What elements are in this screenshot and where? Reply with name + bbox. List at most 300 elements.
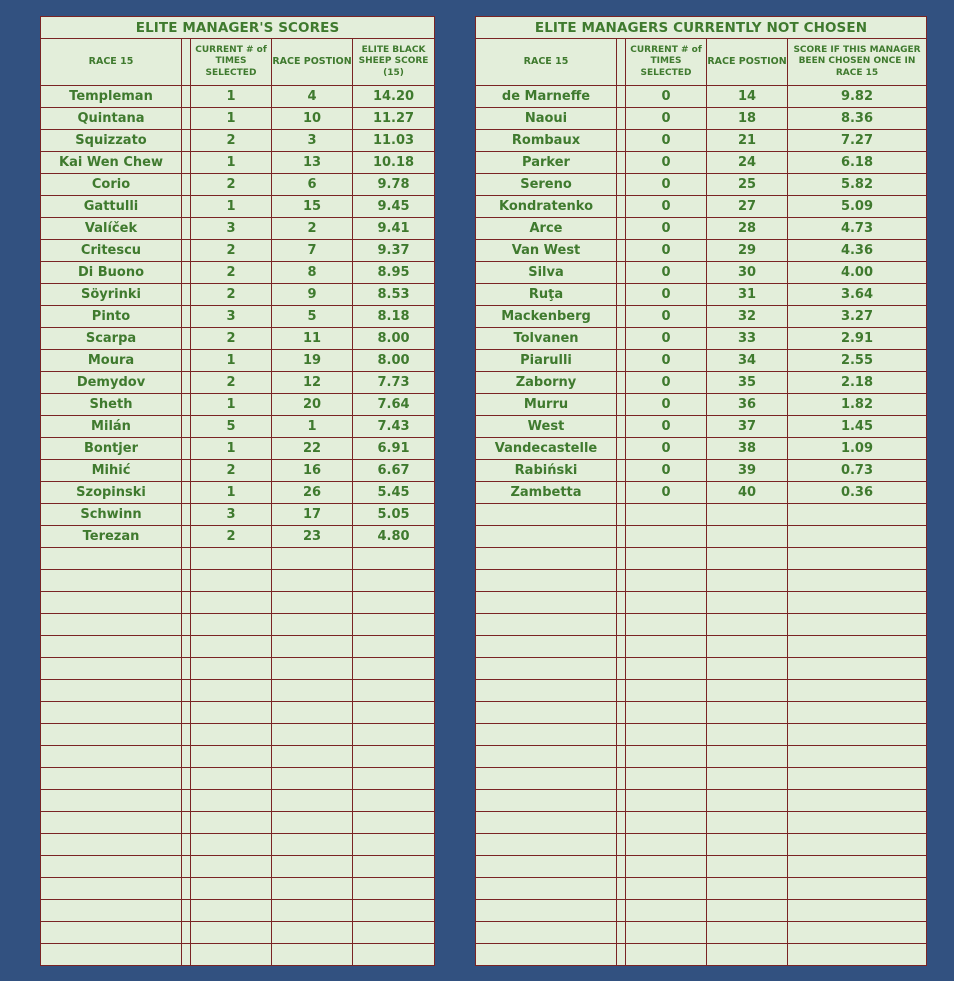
- left-cell-race-position: 26: [272, 482, 353, 504]
- table-row: [476, 174, 927, 196]
- table-row: [41, 372, 435, 394]
- left-cell-separator: [182, 130, 191, 152]
- left-cell-times-selected: 1: [191, 438, 272, 460]
- left-cell-manager-name: Valíček: [41, 218, 182, 240]
- right-cell-race-position: 39: [707, 460, 788, 482]
- left-cell-score: 8.18: [353, 306, 435, 328]
- right-cell-race-position: 28: [707, 218, 788, 240]
- right-cell-manager-name: Zambetta: [476, 482, 617, 504]
- table-row: [476, 152, 927, 174]
- right-cell-score: 7.27: [788, 130, 927, 152]
- left-cell-manager-name: Moura: [41, 350, 182, 372]
- right-cell-separator: [617, 504, 626, 526]
- left-cell-separator: [182, 350, 191, 372]
- left-cell-times-selected: 1: [191, 86, 272, 108]
- right-cell-manager-name: Parker: [476, 152, 617, 174]
- left-cell-separator: [182, 724, 191, 746]
- right-cell-manager-name: Van West: [476, 240, 617, 262]
- left-cell-score: [353, 834, 435, 856]
- left-cell-times-selected: [191, 570, 272, 592]
- right-cell-separator: [617, 878, 626, 900]
- left-cell-race-position: 4: [272, 86, 353, 108]
- right-cell-race-position: [707, 856, 788, 878]
- right-cell-score: 2.91: [788, 328, 927, 350]
- left-cell-separator: [182, 680, 191, 702]
- table-row: [476, 350, 927, 372]
- left-cell-manager-name: Pinto: [41, 306, 182, 328]
- table-row: [41, 944, 435, 966]
- left-cell-times-selected: [191, 636, 272, 658]
- right-cell-manager-name: [476, 680, 617, 702]
- table-row: [41, 196, 435, 218]
- right-cell-separator: [617, 394, 626, 416]
- left-cell-manager-name: Corio: [41, 174, 182, 196]
- right-cell-manager-name: [476, 856, 617, 878]
- left-cell-manager-name: [41, 922, 182, 944]
- right-cell-score: [788, 746, 927, 768]
- right-cell-separator: [617, 746, 626, 768]
- table-row: [41, 746, 435, 768]
- right-cell-manager-name: [476, 658, 617, 680]
- right-header-race: RACE 15: [476, 39, 617, 86]
- left-cell-race-position: [272, 614, 353, 636]
- left-cell-times-selected: 2: [191, 240, 272, 262]
- right-cell-race-position: [707, 724, 788, 746]
- left-cell-separator: [182, 152, 191, 174]
- table-row: [41, 680, 435, 702]
- left-cell-manager-name: Demydov: [41, 372, 182, 394]
- right-cell-score: [788, 724, 927, 746]
- left-cell-times-selected: [191, 614, 272, 636]
- left-cell-manager-name: Kai Wen Chew: [41, 152, 182, 174]
- right-cell-times-selected: [626, 680, 707, 702]
- left-cell-manager-name: [41, 768, 182, 790]
- table-row: [41, 482, 435, 504]
- left-cell-race-position: [272, 900, 353, 922]
- table-row: [476, 328, 927, 350]
- table-row: [476, 658, 927, 680]
- left-cell-manager-name: Schwinn: [41, 504, 182, 526]
- table-row: [41, 86, 435, 108]
- left-cell-race-position: 10: [272, 108, 353, 130]
- right-cell-times-selected: [626, 526, 707, 548]
- left-cell-race-position: [272, 658, 353, 680]
- table-row: [41, 856, 435, 878]
- left-cell-score: [353, 812, 435, 834]
- right-cell-separator: [617, 526, 626, 548]
- right-cell-separator: [617, 812, 626, 834]
- left-cell-times-selected: [191, 680, 272, 702]
- right-cell-separator: [617, 570, 626, 592]
- left-header-race-position: RACE POSTION: [272, 39, 353, 86]
- right-cell-manager-name: Arce: [476, 218, 617, 240]
- right-cell-manager-name: [476, 724, 617, 746]
- left-cell-times-selected: 1: [191, 152, 272, 174]
- left-cell-manager-name: [41, 702, 182, 724]
- left-cell-manager-name: [41, 856, 182, 878]
- table-row: [41, 900, 435, 922]
- left-cell-separator: [182, 746, 191, 768]
- left-cell-race-position: 9: [272, 284, 353, 306]
- right-cell-times-selected: 0: [626, 218, 707, 240]
- left-cell-manager-name: [41, 636, 182, 658]
- table-row: [476, 614, 927, 636]
- right-cell-score: 6.18: [788, 152, 927, 174]
- right-cell-score: [788, 614, 927, 636]
- left-cell-race-position: [272, 878, 353, 900]
- right-cell-times-selected: 0: [626, 86, 707, 108]
- left-cell-score: [353, 790, 435, 812]
- right-cell-separator: [617, 262, 626, 284]
- left-cell-race-position: 3: [272, 130, 353, 152]
- right-cell-separator: [617, 922, 626, 944]
- left-cell-separator: [182, 416, 191, 438]
- left-cell-manager-name: Di Buono: [41, 262, 182, 284]
- left-cell-manager-name: [41, 790, 182, 812]
- left-cell-separator: [182, 878, 191, 900]
- right-cell-separator: [617, 130, 626, 152]
- left-cell-manager-name: Bontjer: [41, 438, 182, 460]
- left-cell-separator: [182, 174, 191, 196]
- left-cell-race-position: 20: [272, 394, 353, 416]
- table-row: [41, 240, 435, 262]
- table-row: [41, 592, 435, 614]
- left-cell-times-selected: 5: [191, 416, 272, 438]
- right-cell-score: [788, 504, 927, 526]
- left-cell-race-position: [272, 768, 353, 790]
- right-cell-race-position: [707, 812, 788, 834]
- right-cell-score: 4.36: [788, 240, 927, 262]
- right-cell-score: 9.82: [788, 86, 927, 108]
- right-cell-race-position: 34: [707, 350, 788, 372]
- right-cell-race-position: 40: [707, 482, 788, 504]
- left-cell-race-position: 8: [272, 262, 353, 284]
- table-row: [476, 526, 927, 548]
- left-cell-times-selected: [191, 922, 272, 944]
- table-row: [476, 570, 927, 592]
- right-cell-race-position: 24: [707, 152, 788, 174]
- right-cell-score: [788, 856, 927, 878]
- right-cell-score: 8.36: [788, 108, 927, 130]
- right-cell-manager-name: [476, 570, 617, 592]
- table-row: [476, 944, 927, 966]
- right-cell-separator: [617, 218, 626, 240]
- left-cell-times-selected: 2: [191, 526, 272, 548]
- left-cell-times-selected: [191, 856, 272, 878]
- left-cell-separator: [182, 284, 191, 306]
- table-row: [41, 174, 435, 196]
- right-cell-race-position: [707, 548, 788, 570]
- right-cell-separator: [617, 658, 626, 680]
- left-cell-race-position: 2: [272, 218, 353, 240]
- left-cell-score: [353, 856, 435, 878]
- table-row: [41, 922, 435, 944]
- left-cell-score: 11.03: [353, 130, 435, 152]
- left-cell-race-position: [272, 812, 353, 834]
- left-cell-separator: [182, 834, 191, 856]
- left-cell-race-position: [272, 592, 353, 614]
- left-header-race: RACE 15: [41, 39, 182, 86]
- left-cell-manager-name: [41, 614, 182, 636]
- left-cell-times-selected: [191, 834, 272, 856]
- left-cell-race-position: 7: [272, 240, 353, 262]
- right-cell-separator: [617, 636, 626, 658]
- right-cell-score: [788, 790, 927, 812]
- right-cell-manager-name: [476, 834, 617, 856]
- right-cell-manager-name: de Marneffe: [476, 86, 617, 108]
- table-row: [41, 152, 435, 174]
- left-cell-times-selected: 1: [191, 196, 272, 218]
- right-cell-score: [788, 548, 927, 570]
- left-cell-separator: [182, 218, 191, 240]
- table-row: [476, 262, 927, 284]
- left-cell-score: [353, 702, 435, 724]
- left-cell-score: 7.73: [353, 372, 435, 394]
- table-row: [476, 86, 927, 108]
- left-cell-manager-name: [41, 724, 182, 746]
- table-row: [476, 240, 927, 262]
- right-cell-race-position: 30: [707, 262, 788, 284]
- table-row: [476, 196, 927, 218]
- left-cell-manager-name: [41, 878, 182, 900]
- table-row: [476, 372, 927, 394]
- right-cell-separator: [617, 790, 626, 812]
- right-cell-race-position: [707, 922, 788, 944]
- right-cell-race-position: [707, 834, 788, 856]
- right-cell-times-selected: [626, 878, 707, 900]
- right-cell-times-selected: 0: [626, 394, 707, 416]
- left-cell-separator: [182, 460, 191, 482]
- left-cell-race-position: [272, 724, 353, 746]
- right-header-race-position: RACE POSTION: [707, 39, 788, 86]
- right-cell-separator: [617, 284, 626, 306]
- left-cell-manager-name: [41, 900, 182, 922]
- left-cell-score: 5.05: [353, 504, 435, 526]
- left-cell-separator: [182, 108, 191, 130]
- left-cell-score: 9.37: [353, 240, 435, 262]
- right-cell-score: 4.73: [788, 218, 927, 240]
- right-cell-race-position: 32: [707, 306, 788, 328]
- left-cell-manager-name: Squizzato: [41, 130, 182, 152]
- right-cell-times-selected: [626, 812, 707, 834]
- right-cell-times-selected: 0: [626, 130, 707, 152]
- table-row: [476, 702, 927, 724]
- table-row: [476, 592, 927, 614]
- left-cell-score: 7.43: [353, 416, 435, 438]
- right-cell-manager-name: Sereno: [476, 174, 617, 196]
- table-row: [41, 702, 435, 724]
- right-cell-separator: [617, 614, 626, 636]
- table-row: [41, 284, 435, 306]
- table-row: [476, 878, 927, 900]
- right-cell-manager-name: [476, 526, 617, 548]
- left-cell-separator: [182, 856, 191, 878]
- left-cell-separator: [182, 262, 191, 284]
- left-cell-score: 8.00: [353, 328, 435, 350]
- right-cell-times-selected: 0: [626, 328, 707, 350]
- left-cell-score: 8.53: [353, 284, 435, 306]
- table-row: [41, 636, 435, 658]
- right-cell-score: 1.45: [788, 416, 927, 438]
- left-cell-times-selected: [191, 724, 272, 746]
- left-cell-score: 11.27: [353, 108, 435, 130]
- right-cell-separator: [617, 372, 626, 394]
- right-cell-race-position: [707, 746, 788, 768]
- right-cell-manager-name: [476, 812, 617, 834]
- right-cell-separator: [617, 460, 626, 482]
- left-cell-score: 9.78: [353, 174, 435, 196]
- left-cell-score: [353, 592, 435, 614]
- right-cell-separator: [617, 680, 626, 702]
- right-cell-separator: [617, 768, 626, 790]
- left-cell-score: 10.18: [353, 152, 435, 174]
- table-row: [41, 438, 435, 460]
- table-row: [476, 922, 927, 944]
- left-cell-race-position: 13: [272, 152, 353, 174]
- left-cell-score: [353, 614, 435, 636]
- right-cell-manager-name: [476, 746, 617, 768]
- right-cell-separator: [617, 196, 626, 218]
- right-cell-race-position: 27: [707, 196, 788, 218]
- left-cell-separator: [182, 900, 191, 922]
- left-cell-score: [353, 658, 435, 680]
- left-cell-score: [353, 548, 435, 570]
- left-cell-separator: [182, 306, 191, 328]
- right-cell-separator: [617, 240, 626, 262]
- right-cell-race-position: 33: [707, 328, 788, 350]
- right-cell-separator: [617, 944, 626, 966]
- right-cell-race-position: [707, 614, 788, 636]
- right-cell-separator: [617, 174, 626, 196]
- table-row: [476, 900, 927, 922]
- left-cell-manager-name: Szopinski: [41, 482, 182, 504]
- right-cell-times-selected: 0: [626, 262, 707, 284]
- right-cell-race-position: 29: [707, 240, 788, 262]
- right-cell-manager-name: Rombaux: [476, 130, 617, 152]
- right-cell-race-position: [707, 636, 788, 658]
- left-cell-score: 8.95: [353, 262, 435, 284]
- left-cell-race-position: 15: [272, 196, 353, 218]
- left-cell-race-position: 6: [272, 174, 353, 196]
- left-cell-race-position: [272, 636, 353, 658]
- left-cell-manager-name: Mihić: [41, 460, 182, 482]
- left-cell-race-position: [272, 944, 353, 966]
- left-cell-manager-name: Quintana: [41, 108, 182, 130]
- right-cell-race-position: [707, 900, 788, 922]
- left-cell-manager-name: Söyrinki: [41, 284, 182, 306]
- left-cell-race-position: 16: [272, 460, 353, 482]
- left-cell-race-position: 5: [272, 306, 353, 328]
- left-cell-separator: [182, 438, 191, 460]
- left-cell-manager-name: Templeman: [41, 86, 182, 108]
- right-cell-times-selected: 0: [626, 306, 707, 328]
- right-cell-manager-name: [476, 636, 617, 658]
- left-cell-race-position: [272, 856, 353, 878]
- right-cell-manager-name: [476, 592, 617, 614]
- left-header-score: ELITE BLACK SHEEP SCORE (15): [353, 39, 435, 86]
- left-cell-separator: [182, 768, 191, 790]
- right-cell-times-selected: 0: [626, 174, 707, 196]
- table-row: [476, 438, 927, 460]
- left-cell-manager-name: [41, 812, 182, 834]
- right-cell-separator: [617, 834, 626, 856]
- left-cell-times-selected: 2: [191, 460, 272, 482]
- left-cell-race-position: [272, 570, 353, 592]
- table-row: [476, 108, 927, 130]
- left-cell-times-selected: 1: [191, 108, 272, 130]
- left-cell-score: 6.67: [353, 460, 435, 482]
- table-row: [476, 460, 927, 482]
- right-cell-score: 2.18: [788, 372, 927, 394]
- right-cell-score: [788, 922, 927, 944]
- left-cell-separator: [182, 614, 191, 636]
- right-cell-manager-name: Naoui: [476, 108, 617, 130]
- right-cell-score: [788, 636, 927, 658]
- right-cell-race-position: [707, 680, 788, 702]
- right-cell-score: 0.73: [788, 460, 927, 482]
- right-cell-times-selected: [626, 658, 707, 680]
- left-cell-race-position: [272, 680, 353, 702]
- table-row: [476, 680, 927, 702]
- table-row: [41, 768, 435, 790]
- left-cell-race-position: 19: [272, 350, 353, 372]
- left-cell-race-position: 22: [272, 438, 353, 460]
- table-row: [476, 856, 927, 878]
- table-row: [41, 614, 435, 636]
- left-cell-manager-name: [41, 658, 182, 680]
- left-cell-separator: [182, 482, 191, 504]
- right-cell-manager-name: [476, 922, 617, 944]
- right-cell-separator: [617, 724, 626, 746]
- right-cell-manager-name: [476, 614, 617, 636]
- table-row: [476, 130, 927, 152]
- right-cell-manager-name: Murru: [476, 394, 617, 416]
- left-cell-score: 14.20: [353, 86, 435, 108]
- right-cell-times-selected: [626, 570, 707, 592]
- right-cell-race-position: [707, 768, 788, 790]
- table-row: [476, 746, 927, 768]
- table-row: [41, 504, 435, 526]
- left-cell-score: [353, 768, 435, 790]
- right-cell-times-selected: [626, 768, 707, 790]
- right-cell-separator: [617, 108, 626, 130]
- left-cell-score: [353, 680, 435, 702]
- right-cell-times-selected: 0: [626, 152, 707, 174]
- right-cell-separator: [617, 702, 626, 724]
- left-cell-separator: [182, 86, 191, 108]
- left-cell-score: [353, 724, 435, 746]
- right-cell-score: [788, 570, 927, 592]
- right-cell-times-selected: [626, 724, 707, 746]
- left-cell-times-selected: [191, 768, 272, 790]
- right-cell-race-position: 14: [707, 86, 788, 108]
- left-cell-manager-name: Critescu: [41, 240, 182, 262]
- elite-manager-scores-table: [40, 16, 435, 966]
- table-row: [41, 394, 435, 416]
- table-row: [41, 130, 435, 152]
- left-cell-race-position: 17: [272, 504, 353, 526]
- right-cell-race-position: [707, 526, 788, 548]
- left-cell-manager-name: Milán: [41, 416, 182, 438]
- table-row: [476, 504, 927, 526]
- managers-not-chosen-table: [475, 16, 927, 966]
- left-cell-race-position: [272, 922, 353, 944]
- right-cell-score: 1.09: [788, 438, 927, 460]
- left-cell-separator: [182, 372, 191, 394]
- left-cell-race-position: [272, 702, 353, 724]
- right-cell-separator: [617, 328, 626, 350]
- right-cell-score: 3.64: [788, 284, 927, 306]
